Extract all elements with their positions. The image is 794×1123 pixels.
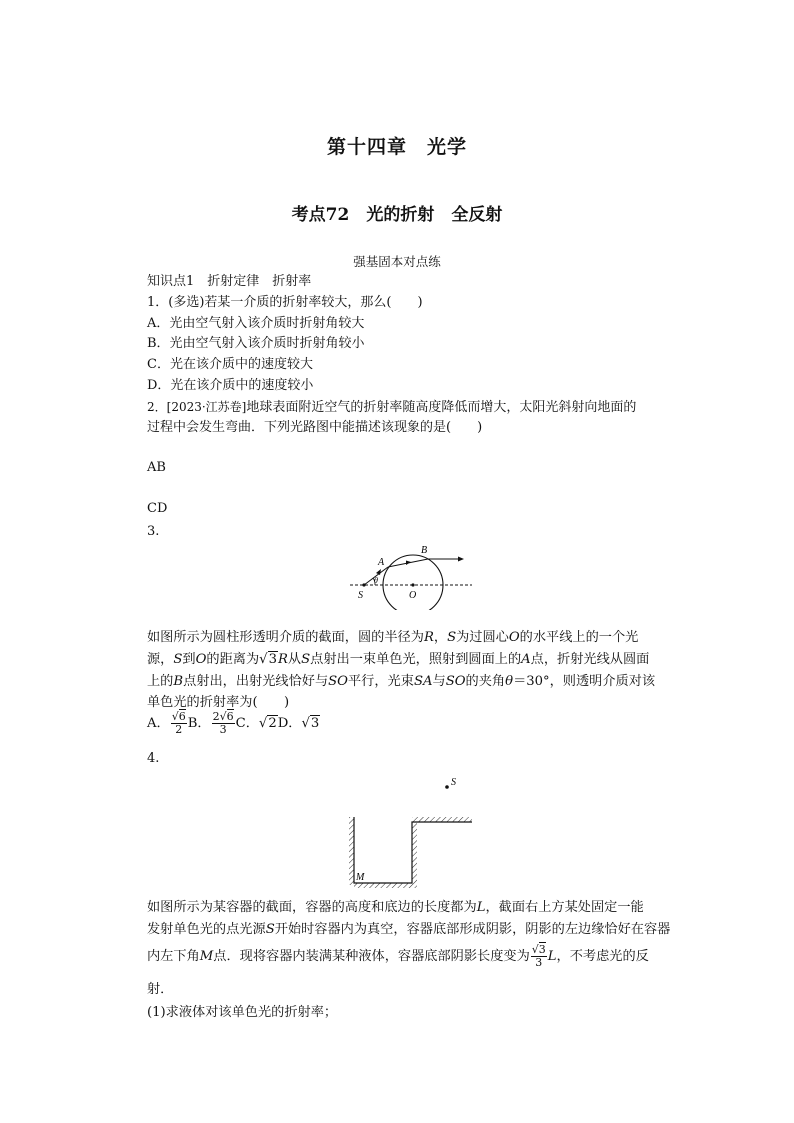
- var-a: A: [521, 652, 531, 667]
- var-sa: SA: [413, 674, 433, 689]
- q2-stem-line2: 过程中会发生弯曲．下列光路图中能描述该现象的是( ): [147, 420, 483, 435]
- var-so: SO: [445, 674, 466, 689]
- q3-text: 从: [287, 652, 302, 667]
- q3-text: 平行，光束: [348, 674, 414, 689]
- q3-option-c-label: C．: [235, 716, 259, 731]
- q3-options: [147, 711, 320, 736]
- q4-text: 开始时容器内为真空，容器底部形成阴影，阴影的左边缘恰好在容器: [274, 922, 671, 937]
- var-o: O: [508, 630, 520, 645]
- var-s: S: [265, 922, 275, 937]
- q2-options-cd: CD: [147, 501, 168, 516]
- q3-text: ＝30°，则透明介质对该: [513, 674, 656, 689]
- q3-text: 的水平线上的一个光: [519, 630, 639, 645]
- var-l: L: [547, 949, 557, 964]
- knowledge-point: 知识点1 折射定律 折射率: [147, 274, 312, 289]
- top-ledge-hatch: [412, 817, 472, 822]
- q2-stem-line1: [147, 398, 636, 417]
- var-r: R: [277, 652, 288, 667]
- section-title: 强基固本对点练: [353, 254, 441, 269]
- var-m: M: [199, 949, 214, 964]
- q1-option-b: B．光由空气射入该介质时折射角较小: [147, 336, 365, 351]
- radicand: 6: [226, 710, 234, 723]
- var-r: R: [423, 630, 434, 645]
- q2-stem-text-1: 地球表面附近空气的折射率随高度降低而增大，太阳光斜射向地面的: [246, 400, 637, 415]
- var-theta: θ: [505, 674, 514, 689]
- q3-text: ，: [433, 630, 448, 645]
- q3-stem-line1: [147, 627, 638, 648]
- incident-arrow-icon: [376, 569, 381, 575]
- label-theta: θ: [374, 576, 378, 585]
- q3-text: 与: [432, 674, 446, 689]
- q3-option-b-fraction: $\frac{2√6}{3}$: [212, 710, 234, 736]
- q3-text: 点射出，出射光线恰好与: [183, 674, 329, 689]
- var-s: S: [447, 630, 457, 645]
- denominator: 3: [535, 956, 543, 969]
- q1-stem: 1．(多选)若某一介质的折射率较大，那么( ): [147, 295, 423, 310]
- q3-option-a-fraction: $\frac{√6}{2}$: [171, 710, 186, 736]
- q1-option-c: C．光在该介质中的速度较大: [147, 357, 313, 372]
- q3-text: 如图所示为圆柱形透明介质的截面，圆的半径为: [147, 630, 424, 645]
- q3-option-c-value: √2: [258, 716, 277, 731]
- q3-option-d-label: D．: [277, 716, 302, 731]
- label-o: O: [409, 590, 417, 601]
- q4-stem-line4: 射．: [147, 982, 174, 997]
- radicand: 3: [310, 716, 320, 731]
- q1-option-d: D．光在该介质中的速度较小: [147, 378, 314, 393]
- radicand: 2: [268, 716, 277, 731]
- denominator: 3: [219, 723, 227, 736]
- point-o-dot: [411, 583, 414, 586]
- var-s: S: [301, 652, 311, 667]
- coefficient: 2: [212, 710, 220, 723]
- q3-text: 的夹角: [465, 674, 506, 689]
- radicand: 3: [538, 943, 546, 956]
- q4-text: ，不考虑光的反: [556, 949, 649, 964]
- q3-text: 源，: [147, 652, 174, 667]
- q4-text: 内左下角: [147, 949, 200, 964]
- radicand: 3: [268, 652, 277, 667]
- label-s: S: [358, 590, 363, 601]
- left-wall-hatch: [349, 817, 354, 885]
- q4-stem-line3: [147, 944, 649, 969]
- q4-number: 4.: [147, 751, 160, 766]
- q3-number: 3.: [147, 524, 160, 539]
- var-l: L: [476, 900, 486, 915]
- q2-options-ab: AB: [147, 460, 166, 475]
- point-s-dot: [362, 583, 365, 586]
- q3-stem-line4: 单色光的折射率为( ): [147, 695, 290, 710]
- q1-option-a: A．光由空气射入该介质时折射角较大: [147, 316, 365, 331]
- q3-option-d-value: √3: [301, 716, 320, 731]
- q4-figure: [340, 770, 480, 890]
- label-b: B: [421, 545, 428, 556]
- label-s: S: [451, 777, 456, 788]
- var-o: O: [195, 652, 207, 667]
- q3-text: 为过圆心: [456, 630, 509, 645]
- radicand: 6: [178, 710, 186, 723]
- light-source-dot: [445, 785, 449, 789]
- topic-title: 考点72 光的折射 全反射: [291, 205, 503, 225]
- q3-stem-line3: [147, 671, 655, 692]
- q3-text: 点射出一束单色光，照射到圆面上的: [310, 652, 522, 667]
- chapter-title: 第十四章 光学: [326, 136, 467, 158]
- q3-text: 的距离为: [206, 652, 260, 667]
- bottom-hatch: [354, 883, 412, 888]
- shadow-length-fraction: $\frac{√3}{3}$: [531, 943, 546, 969]
- q3-text: 到: [182, 652, 196, 667]
- q4-text: 发射单色光的点光源: [147, 922, 266, 937]
- sqrt-3: √3: [259, 652, 277, 667]
- q3-option-b-label: B．: [187, 716, 211, 731]
- q4-sub-question-1: (1)求液体对该单色光的折射率；: [147, 1005, 338, 1020]
- q3-stem-line2: [147, 649, 649, 670]
- var-b: B: [173, 674, 184, 689]
- emergent-arrow-icon: [458, 557, 464, 562]
- var-so: SO: [328, 674, 348, 689]
- q4-stem-line2: [147, 919, 670, 940]
- right-wall-hatch: [412, 822, 417, 888]
- q4-text: 如图所示为某容器的截面，容器的高度和底边的长度都为: [147, 900, 477, 915]
- q3-text: 上的: [147, 674, 174, 689]
- q3-option-a-label: A．: [147, 716, 170, 731]
- q4-stem-line1: [147, 897, 644, 918]
- q3-text: 点，折射光线从圆面: [530, 652, 650, 667]
- q4-text: 点．现将容器内装满某种液体，容器底部阴影长度变为: [213, 949, 530, 964]
- denominator: 2: [175, 723, 183, 736]
- q4-text: ，截面右上方某处固定一能: [485, 900, 644, 915]
- circle-section: [383, 555, 443, 610]
- q2-number-source: 2．[2023·江苏卷]: [147, 400, 247, 414]
- q3-figure: [348, 540, 474, 610]
- label-a: A: [378, 557, 385, 568]
- label-m: M: [356, 872, 365, 883]
- var-s: S: [173, 652, 183, 667]
